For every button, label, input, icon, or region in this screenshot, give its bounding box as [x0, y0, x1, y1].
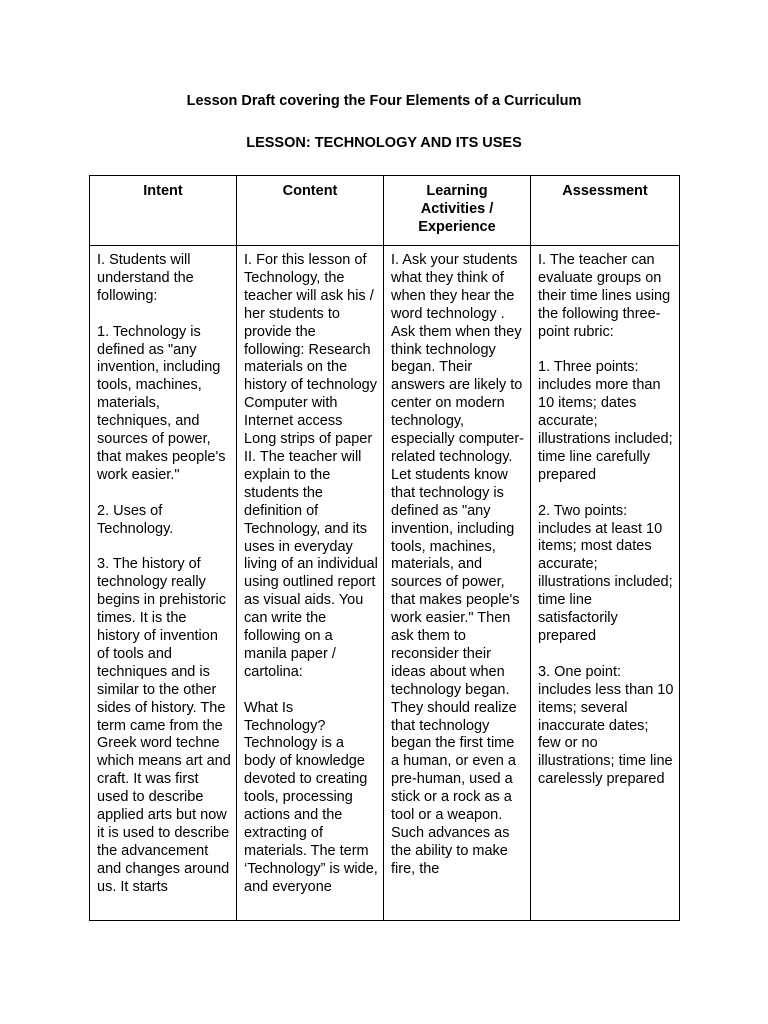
intent-paragraph: 3. The history of technology really begins in prehistoric times. It is the history of invention of tools and techniques and is similar to the other sides of history. The term came from the Greek word techne which means art and craft. It was first used to describe applied arts but now it is used to describe the advancement and changes around us. It starts	[97, 556, 231, 895]
content-paragraph: What Is Technology? Technology is a body of knowledge devoted to creating tools, processing actions and the extracting of materials. The term ‘Technology” is wide, and everyone	[244, 699, 378, 895]
document-title: Lesson Draft covering the Four Elements of a Curriculum	[186, 93, 582, 109]
header-activities: Learning Activities / Experience	[384, 176, 531, 246]
intent-paragraph: I. Students will understand the following:	[97, 252, 194, 304]
intent-paragraph: 1. Technology is defined as "any invention, including tools, machines, materials, techniques, and sources of power, that makes people's work easier."	[97, 323, 226, 483]
header-assessment: Assessment	[531, 176, 680, 246]
assessment-paragraph: 1. Three points: includes more than 10 items; dates accurate; illustrations included; time line carefully prepared	[538, 359, 673, 483]
lesson-title: LESSON: TECHNOLOGY AND ITS USES	[246, 135, 522, 151]
header-content: Content	[237, 176, 384, 246]
header-intent: Intent	[90, 176, 237, 246]
activities-cell	[384, 246, 531, 921]
assessment-paragraph: I. The teacher can evaluate groups on their time lines using the following three-point rubric:	[538, 252, 671, 340]
content-cell	[237, 246, 384, 921]
assessment-paragraph: 3. One point: includes less than 10 items; several inaccurate dates; few or no illustrations; time line carelessly prepared	[538, 663, 674, 788]
header-row	[90, 176, 680, 246]
content-paragraph: I. For this lesson of Technology, the teacher will ask his / her students to provide the following: Research materials on the history of technology Computer with Internet access Long strips of paper II. The teacher will explain to the students the definition of Technology, and its uses in everyday living of an individual using outlined report as visual aids. You can write the following on a manila paper / cartolina:	[244, 252, 378, 680]
activities-paragraph: I. Ask your students what they think of when they hear the word technology . Ask them when they think technology began. Their answers are likely to center on modern technology, especially computer-related technology. Let students know that technology is defined as "any invention, including tools, machines, materials, and sources of power, that makes people's work easier." Then ask them to reconsider their ideas about when technology began. They should realize that technology began the first time a human, or even a pre-human, used a stick or a rock as a tool or a weapon. Such advances as the ability to make fire, the	[391, 252, 524, 877]
intent-cell	[90, 246, 237, 921]
curriculum-table	[89, 175, 680, 921]
body-row	[90, 246, 680, 921]
intent-paragraph: 2. Uses of Technology.	[97, 502, 174, 537]
assessment-cell	[531, 246, 680, 921]
assessment-paragraph: 2. Two points: includes at least 10 items; most dates accurate; illustrations included; time line satisfactorily prepared	[538, 502, 673, 644]
